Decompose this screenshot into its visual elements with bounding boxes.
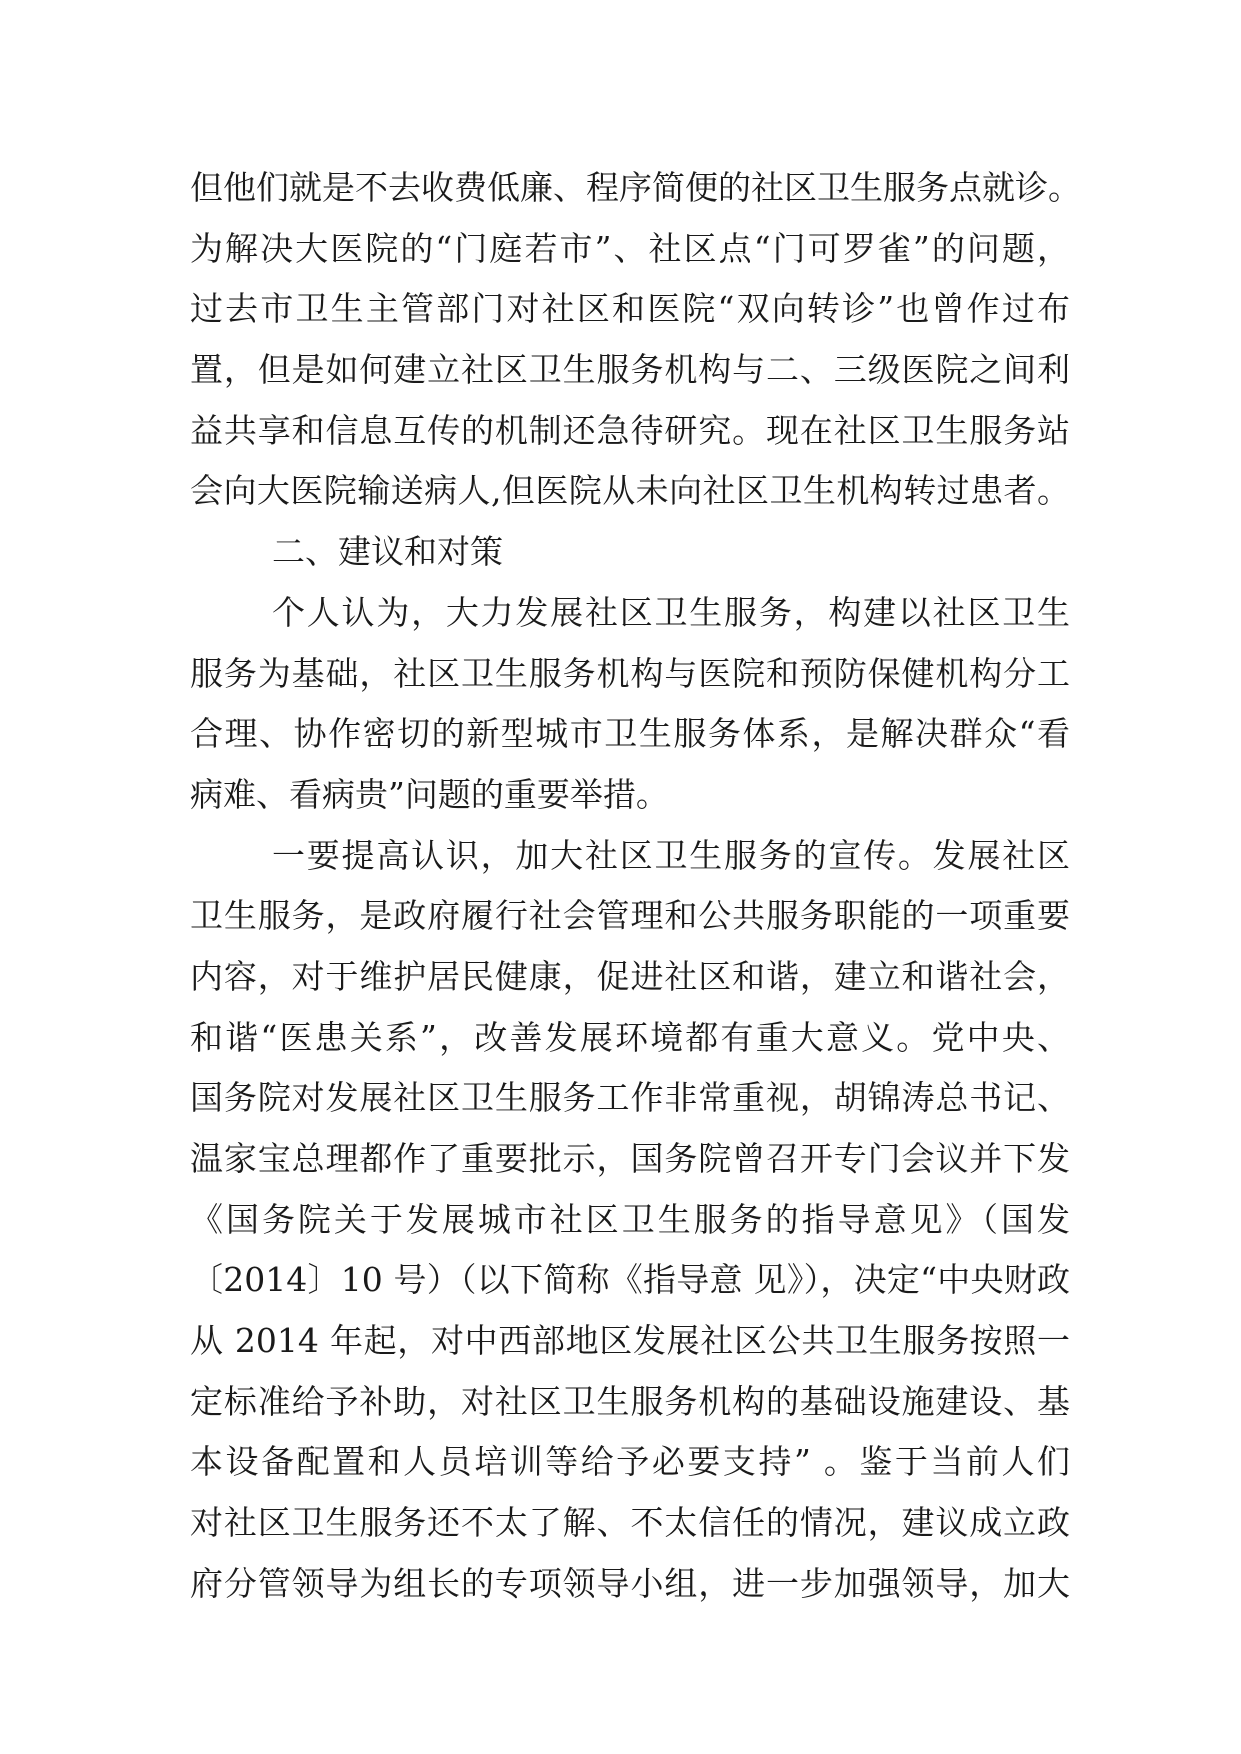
text-line: 本设备配置和人员培训等给予必要支持” 。鉴于当前人们 (190, 1442, 1070, 1482)
text-line: 对社区卫生服务还不太了解、不太信任的情况，建议成立政 (190, 1503, 1070, 1543)
text-line: 府分管领导为组长的专项领导小组，进一步加强领导，加大 (190, 1563, 1070, 1603)
text-line: 〔2014〕10 号）（以下简称《指导意 见》），决定“中央财政 (190, 1260, 1070, 1300)
text-line: 《国务院关于发展城市社区卫生服务的指导意见》（国发 (190, 1199, 1070, 1239)
section-heading: 二、建议和对策 (272, 532, 503, 572)
text-line: 国务院对发展社区卫生服务工作非常重视，胡锦涛总书记、 (190, 1078, 1070, 1118)
body-text (190, 158, 1081, 1615)
text-line: 会向大医院输送病人,但医院从未向社区卫生机构转过患者。 (190, 471, 1070, 511)
text-line: 但他们就是不去收费低廉、程序简便的社区卫生服务点就诊。 (190, 168, 1081, 207)
text-line: 卫生服务，是政府履行社会管理和公共服务职能的一项重要 (190, 896, 1070, 936)
text-line: 为解决大医院的“门庭若市”、社区点“门可罗雀”的问题， (190, 228, 1070, 268)
text-line: 合理、协作密切的新型城市卫生服务体系，是解决群众“看 (190, 714, 1070, 754)
paragraph-first-line: 一要提高认识，加大社区卫生服务的宣传。发展社区 (272, 835, 1070, 875)
text-line: 置，但是如何建立社区卫生服务机构与二、三级医院之间利 (190, 350, 1070, 390)
text-line: 内容，对于维护居民健康，促进社区和谐，建立和谐社会， (190, 956, 1070, 996)
text-line: 服务为基础，社区卫生服务机构与医院和预防保健机构分工 (190, 653, 1070, 693)
text-line: 温家宝总理都作了重要批示，国务院曾召开专门会议并下发 (190, 1139, 1070, 1178)
text-line: 益共享和信息互传的机制还急待研究。现在社区卫生服务站 (190, 410, 1070, 450)
paragraph-last-line: 病难、看病贵”问题的重要举措。 (190, 774, 669, 814)
text-line: 从 2014 年起，对中西部地区发展社区公共卫生服务按照一 (190, 1321, 1070, 1361)
text-line: 过去市卫生主管部门对社区和医院“双向转诊”也曾作过布 (190, 289, 1070, 329)
text-line: 和谐“医患关系”，改善发展环境都有重大意义。党中央、 (190, 1017, 1070, 1057)
paragraph-first-line: 个人认为，大力发展社区卫生服务，构建以社区卫生 (272, 592, 1070, 632)
text-line: 定标准给予补助，对社区卫生服务机构的基础设施建设、基 (190, 1381, 1070, 1421)
